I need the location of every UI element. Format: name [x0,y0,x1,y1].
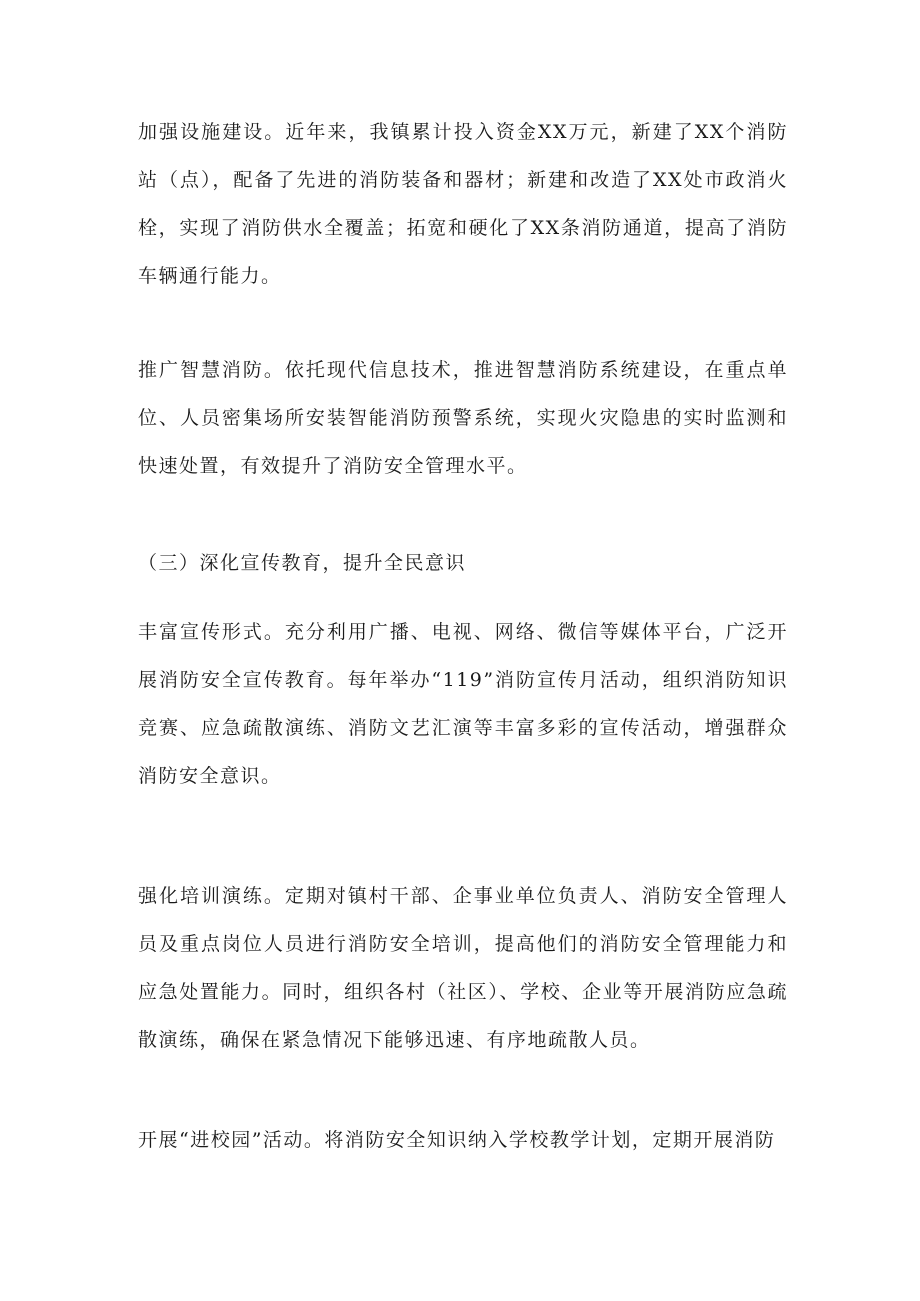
paragraph-facility-construction: 加强设施建设。近年来，我镇累计投入资金XX万元，新建了XX个消防站（点），配备了先进的消防装备和器材；新建和改造了XX处市政消火栓，实现了消防供水全覆盖；拓宽和硬化了XX条消防通道，提高了消防车辆通行能力。 [138,121,788,287]
paragraph-publicity-forms: 丰富宣传形式。充分利用广播、电视、网络、微信等媒体平台，广泛开展消防安全宣传教育。每年举办“119”消防宣传月活动，组织消防知识竞赛、应急疏散演练、消防文艺汇演等丰富多彩的宣传活动，增强群众消防安全意识。 [138,621,788,787]
paragraph-campus-activities: 开展“进校园”活动。将消防安全知识纳入学校教学计划，定期开展消防 [138,1129,776,1151]
paragraph-training-drills: 强化培训演练。定期对镇村干部、企事业单位负责人、消防安全管理人员及重点岗位人员进行消防安全培训，提高他们的消防安全管理能力和应急处置能力。同时，组织各村（社区）、学校、企业等开展消防应急疏散演练，确保在紧急情况下能够迅速、有序地疏散人员。 [138,885,788,1051]
section-heading: （三）深化宣传教育，提升全民意识 [138,552,467,574]
paragraph-smart-fire-protection: 推广智慧消防。依托现代信息技术，推进智慧消防系统建设，在重点单位、人员密集场所安装智能消防预警系统，实现火灾隐患的实时监测和快速处置，有效提升了消防安全管理水平。 [138,359,788,477]
